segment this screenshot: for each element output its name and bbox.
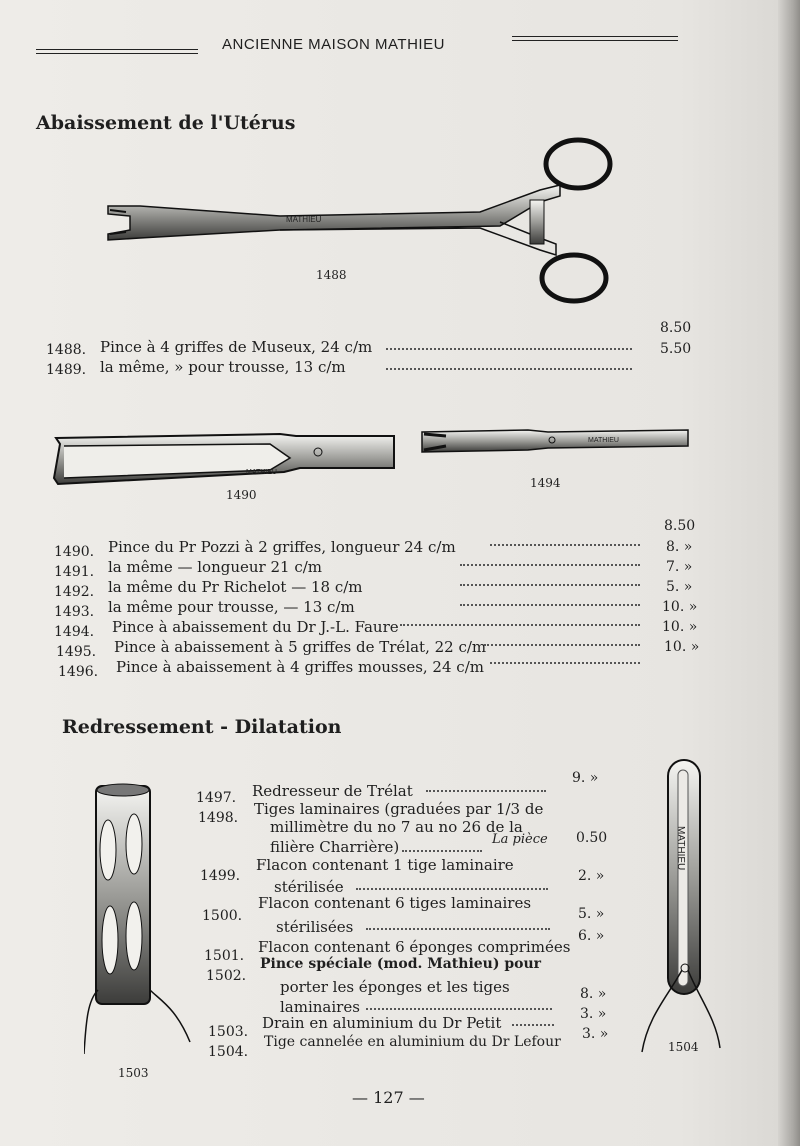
item-number: 1502.: [206, 968, 247, 984]
engraving-1490: MATHIEU: [246, 469, 277, 476]
item-number: 1500.: [202, 908, 243, 924]
item-price: 5. »: [666, 579, 693, 595]
item-price: 8. »: [580, 986, 607, 1002]
item-price: 5.50: [660, 341, 692, 357]
item-number: 1504.: [208, 1044, 249, 1060]
item-number: 1494.: [54, 624, 95, 640]
leader-dots: [366, 928, 550, 930]
engraving-1488: MATHIEU: [286, 215, 322, 224]
section-title-abaissement: Abaissement de l'Utérus: [36, 112, 296, 134]
figure-label-1490: 1490: [226, 488, 257, 502]
figure-label-1503: 1503: [118, 1066, 149, 1080]
leader-dots: [402, 850, 482, 852]
item-number: 1491.: [54, 564, 95, 580]
item-price: 10. »: [662, 599, 698, 615]
item-price: 10. »: [662, 619, 698, 635]
leader-dots: [366, 1008, 552, 1010]
item-description-line: laminaires: [280, 998, 360, 1016]
item-price: 5. »: [578, 906, 605, 922]
item-price: 2. »: [578, 868, 605, 884]
item-price: 7. »: [666, 559, 693, 575]
figure-label-1494: 1494: [530, 476, 561, 490]
item-price: 6. »: [578, 928, 605, 944]
item-description: Pince du Pr Pozzi à 2 griffes, longueur 24 c/m: [108, 538, 456, 556]
item-number: 1503.: [208, 1024, 249, 1040]
item-description: Pince à abaissement du Dr J.-L. Faure: [112, 618, 399, 636]
engraving-1494: MATHIEU: [588, 437, 619, 444]
leader-dots: [426, 790, 546, 792]
item-number: 1501.: [204, 948, 245, 964]
section-title-redressement: Redressement - Dilatation: [62, 716, 342, 738]
item-description-line: stérilisée: [274, 878, 344, 896]
forceps-1488-illustration: [100, 130, 620, 310]
leader-dots: [460, 584, 640, 586]
item-description-line: filière Charrière): [270, 838, 400, 856]
item-description: Tige cannelée en aluminium du Dr Lefour: [264, 1034, 561, 1050]
item-description: Pince à 4 griffes de Museux, 24 c/m: [100, 338, 373, 356]
item-description: la même pour trousse, — 13 c/m: [108, 598, 355, 616]
item-price: 0.50: [576, 830, 608, 846]
unit-note: La pièce: [492, 832, 548, 847]
item-number: 1495.: [56, 644, 97, 660]
item-price: 8. »: [666, 539, 693, 555]
page-number: — 127 —: [352, 1088, 425, 1107]
leader-dots: [460, 604, 640, 606]
figure-label-1488: 1488: [316, 268, 347, 282]
item-description: Pince à abaissement à 4 griffes mousses, 24 c/m: [116, 658, 484, 676]
leader-dots: [400, 624, 640, 626]
item-description: la même, » pour trousse, 13 c/m: [100, 358, 346, 376]
item-price: 9. »: [572, 770, 599, 786]
item-price: 8.50: [664, 518, 696, 534]
item-number: 1488.: [46, 342, 87, 358]
item-number: 1490.: [54, 544, 95, 560]
faure-forceps-1494-illustration: [418, 424, 690, 458]
item-number: 1489.: [46, 362, 87, 378]
item-number: 1492.: [54, 584, 95, 600]
leader-dots: [356, 888, 548, 890]
header-rule-right: [512, 36, 678, 41]
rod-1504-illustration: [638, 756, 728, 1056]
item-description-line: porter les éponges et les tiges: [280, 978, 510, 996]
page-header: ANCIENNE MAISON MATHIEU: [222, 36, 445, 53]
leader-dots: [386, 348, 632, 350]
item-description: Redresseur de Trélat: [252, 782, 413, 800]
figure-label-1504: 1504: [668, 1040, 699, 1054]
item-number: 1493.: [54, 604, 95, 620]
item-number: 1499.: [200, 868, 241, 884]
leader-dots: [490, 662, 640, 664]
drain-1503-illustration: [84, 780, 194, 1060]
leader-dots: [512, 1024, 554, 1026]
item-description: Drain en aluminium du Dr Petit: [262, 1014, 502, 1032]
item-number: 1496.: [58, 664, 99, 680]
book-spine-shadow: [778, 0, 800, 1146]
item-number: 1497.: [196, 790, 237, 806]
item-description-line: stérilisées: [276, 918, 354, 936]
item-description: Pince à abaissement à 5 griffes de Trélat, 22 c/m: [114, 638, 487, 656]
item-description: Flacon contenant 6 éponges comprimées: [258, 938, 571, 956]
item-price: 8.50: [660, 320, 692, 336]
item-description: Flacon contenant 1 tige laminaire: [256, 856, 514, 874]
item-number: 1498.: [198, 810, 239, 826]
leader-dots: [460, 564, 640, 566]
item-description: la même — longueur 21 c/m: [108, 558, 323, 576]
pozzi-forceps-1490-illustration: [50, 428, 400, 494]
engraving-1504: MATHIEU: [675, 826, 686, 871]
leader-dots: [490, 544, 640, 546]
leader-dots: [386, 368, 632, 370]
item-description-line: millimètre du no 7 au no 26 de la: [270, 818, 523, 836]
item-price: 3. »: [582, 1026, 609, 1042]
item-description: Flacon contenant 6 tiges laminaires: [258, 894, 532, 912]
header-rule-left: [36, 49, 198, 54]
item-price: 10. »: [664, 639, 700, 655]
item-description: la même du Pr Richelot — 18 c/m: [108, 578, 363, 596]
item-description: Tiges laminaires (graduées par 1/3 de: [254, 800, 544, 818]
item-description: Pince spéciale (mod. Mathieu) pour: [260, 956, 542, 972]
leader-dots: [484, 644, 640, 646]
item-price: 3. »: [580, 1006, 607, 1022]
